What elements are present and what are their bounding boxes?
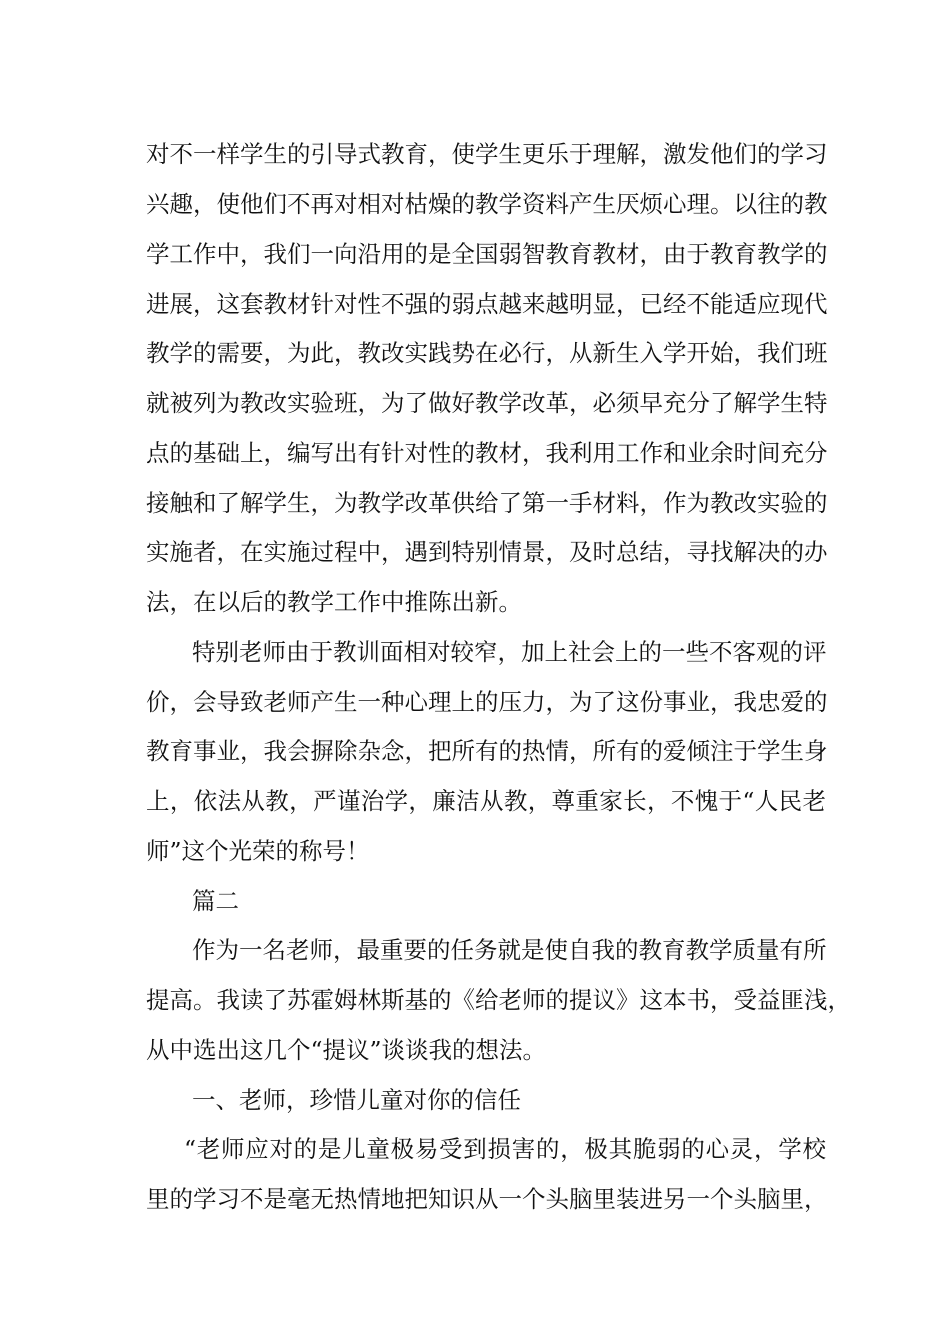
text-line: 兴趣，使他们不再对相对枯燥的教学资料产生厌烦心理。以往的教 [146,190,828,218]
text-line: 法，在以后的教学工作中推陈出新。 [146,588,522,616]
text-line: 进展，这套教材针对性不强的弱点越来越明显，已经不能适应现代 [146,290,828,318]
text-line: 师”这个光荣的称号！ [146,837,370,865]
text-line: 就被列为教改实验班，为了做好教学改革，必须早充分了解学生特 [146,389,828,417]
text-line: 上，依法从教，严谨治学，廉洁从教，尊重家长，不愧于“人民老 [146,787,826,815]
text-line: 里的学习不是毫无热情地把知识从一个头脑里装进另一个头脑里， [146,1185,828,1213]
text-line: 教学的需要，为此，教改实践势在必行，从新生入学开始，我们班 [146,339,828,367]
text-line: 提高。我读了苏霍姆林斯基的《给老师的提议》这本书，受益匪浅， [146,986,851,1014]
text-line: 对不一样学生的引导式教育，使学生更乐于理解，激发他们的学习 [146,140,828,168]
subsection-heading: 一、老师，珍惜儿童对你的信任 [192,1086,521,1114]
section-heading: 篇二 [192,887,239,915]
paragraph-first-line: “老师应对的是儿童极易受到损害的，极其脆弱的心灵，学校 [184,1135,826,1163]
paragraph-first-line: 特别老师由于教训面相对较窄，加上社会上的一些不客观的评 [192,638,827,666]
text-line: 接触和了解学生，为教学改革供给了第一手材料，作为教改实验的 [146,489,828,517]
text-line: 点的基础上，编写出有针对性的教材，我利用工作和业余时间充分 [146,439,828,467]
text-line: 实施者，在实施过程中，遇到特别情景，及时总结，寻找解决的办 [146,538,828,566]
paragraph-first-line: 作为一名老师，最重要的任务就是使自我的教育教学质量有所 [192,936,827,964]
text-line: 价，会导致老师产生一种心理上的压力，为了这份事业，我忠爱的 [146,688,828,716]
text-line: 学工作中，我们一向沿用的是全国弱智教育教材，由于教育教学的 [146,240,828,268]
text-line: 从中选出这几个“提议”谈谈我的想法。 [146,1036,547,1064]
text-line: 教育事业，我会摒除杂念，把所有的热情，所有的爱倾注于学生身 [146,737,828,765]
